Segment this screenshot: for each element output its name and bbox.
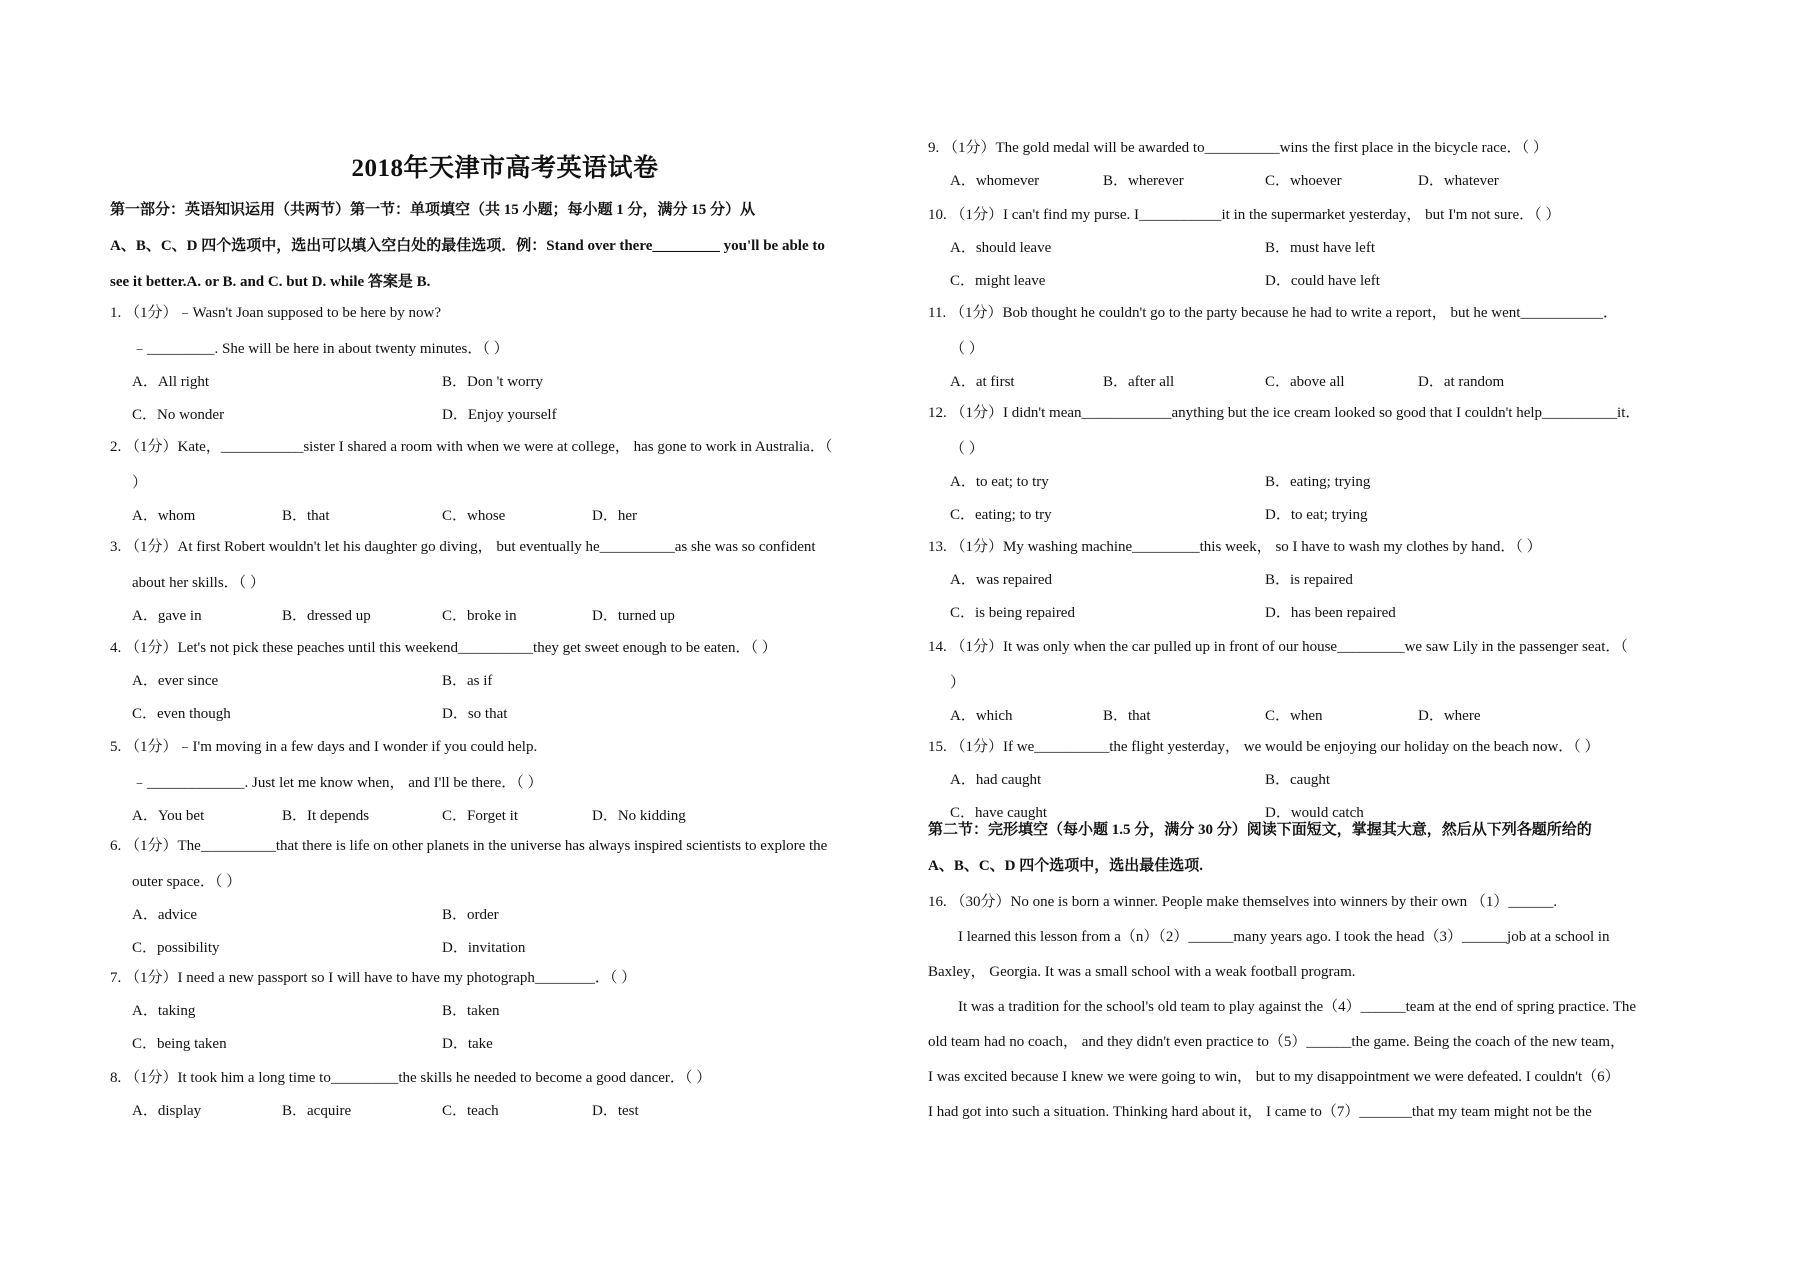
option-b: B．order [442, 907, 499, 923]
option-b: B．caught [1265, 772, 1330, 788]
options-row [110, 606, 900, 639]
question-text: about her skills．（ ） [132, 575, 265, 591]
question-text: 8. （1分）It took him a long time to_________the skills he needed to become a good dancer．（ ） [110, 1070, 712, 1086]
question-text: 7. （1分）I need a new passport so I will have to have my photograph________．（ ） [110, 970, 637, 986]
option-b: B．after all [1103, 374, 1175, 390]
question-10 [928, 205, 1720, 304]
question-text: 5. （1分）﹣I'm moving in a few days and I wonder if you could help. [110, 739, 538, 755]
option-d: D．test [592, 1103, 639, 1119]
option-d: D．has been repaired [1265, 605, 1396, 621]
cloze-passage [928, 892, 1720, 1137]
option-b: B．is repaired [1265, 572, 1353, 588]
options-row [110, 1034, 900, 1067]
question-text: ﹣_____________. Just let me know when， and I'll be there．（ ） [132, 775, 543, 791]
question-text: （ ） [950, 441, 984, 457]
question-text: 6. （1分）The__________that there is life on other planets in the universe has always inspired scientists to explore the [110, 838, 828, 854]
option-a: A．had caught [950, 772, 1042, 788]
option-a: A．display [132, 1103, 202, 1119]
question-text: 4. （1分）Let's not pick these peaches until this weekend__________they get sweet enough to be eaten．（ ） [110, 640, 777, 656]
question-text: ﹣_________. She will be here in about twenty minutes．（ ） [132, 341, 509, 357]
options-row [110, 905, 900, 938]
option-b: B．wherever [1103, 173, 1184, 189]
option-a: A．which [950, 708, 1013, 724]
question-2 [110, 437, 900, 539]
intro-line: see it better.A. or B. and C. but D. while 答案是 B. [110, 274, 431, 290]
option-a: A．whomever [950, 173, 1040, 189]
option-c: C．even though [132, 706, 231, 722]
options-row [110, 671, 900, 704]
options-row [110, 806, 900, 839]
option-c: C．above all [1265, 374, 1345, 390]
option-c: C．whose [442, 508, 506, 524]
question-8 [110, 1068, 900, 1134]
options-row [928, 505, 1720, 538]
question-text: 15. （1分）If we__________the flight yesterday， we would be enjoying our holiday on the beach now．（ ） [928, 739, 1600, 755]
option-a: A．to eat; to try [950, 474, 1049, 490]
intro-line: 第一部分：英语知识运用（共两节）第一节：单项填空（共 15 小题；每小题 1 分，满分 15 分）从 [110, 202, 756, 218]
option-d: D．at random [1418, 374, 1505, 390]
option-c: C．eating; to try [950, 507, 1052, 523]
option-c: C．teach [442, 1103, 499, 1119]
question-7 [110, 968, 900, 1067]
exam-title: 2018年天津市高考英语试卷 [351, 155, 659, 182]
option-d: D．invitation [442, 940, 526, 956]
options-row [110, 938, 900, 971]
section2-instructions [928, 820, 1720, 892]
question-text: ） [950, 675, 966, 691]
option-c: C．is being repaired [950, 605, 1075, 621]
passage-line: I learned this lesson from a（n）（2）______many years ago. I took the head（3）______job at a school in [958, 929, 1610, 945]
question-text: （ ） [950, 341, 984, 357]
option-b: B．acquire [282, 1103, 352, 1119]
option-d: D．No kidding [592, 808, 686, 824]
options-row [928, 770, 1720, 803]
option-c: C．have caught [950, 805, 1048, 821]
question-13 [928, 537, 1720, 636]
question-text: 12. （1分）I didn't mean____________anything but the ice cream looked so good that I couldn't help__________it． [928, 405, 1641, 421]
question-11 [928, 303, 1720, 405]
options-row [928, 570, 1720, 603]
option-c: C．broke in [442, 608, 517, 624]
question-text: 13. （1分）My washing machine_________this week， so I have to wash my clothes by hand．（ ） [928, 539, 1542, 555]
option-a: A．whom [132, 508, 196, 524]
question-text: 10. （1分）I can't find my purse. I___________it in the supermarket yesterday， but I'm not sure．（ ） [928, 207, 1561, 223]
question-text: 9. （1分）The gold medal will be awarded to__________wins the first place in the bicycle race．（ ） [928, 140, 1548, 156]
option-d: D．could have left [1265, 273, 1380, 289]
option-a: A．All right [132, 374, 210, 390]
option-b: B．that [1103, 708, 1151, 724]
options-row [928, 372, 1720, 405]
option-b: B．It depends [282, 808, 370, 824]
option-c: C．when [1265, 708, 1323, 724]
option-c: C．No wonder [132, 407, 225, 423]
options-row [928, 271, 1720, 304]
question-4 [110, 638, 900, 737]
question-3 [110, 537, 900, 639]
option-a: A．at first [950, 374, 1015, 390]
passage-line: old team had no coach， and they didn't even practice to（5）______the game. Being the coach of the new team， [928, 1034, 1626, 1050]
question-text: 3. （1分）At first Robert wouldn't let his daughter go diving， but eventually he__________as she was so confident [110, 539, 816, 555]
option-a: A．advice [132, 907, 197, 923]
option-c: C．possibility [132, 940, 220, 956]
options-row [110, 372, 900, 405]
question-text: outer space．（ ） [132, 874, 242, 890]
options-row [928, 238, 1720, 271]
options-row [110, 704, 900, 737]
section2-line: A、B、C、D 四个选项中，选出最佳选项. [928, 858, 1204, 874]
option-d: D．her [592, 508, 637, 524]
question-text: 11. （1分）Bob thought he couldn't go to the party because he had to write a report， but he went___________． [928, 305, 1618, 321]
options-row [928, 603, 1720, 636]
option-a: A．You bet [132, 808, 205, 824]
question-5 [110, 737, 900, 839]
option-b: B．that [282, 508, 330, 524]
options-row [928, 706, 1720, 739]
question-6 [110, 836, 900, 971]
question-text: 2. （1分）Kate，___________sister I shared a room with when we were at college， has gone to work in Australia．（ [110, 439, 833, 455]
options-row [110, 1001, 900, 1034]
option-a: A．taking [132, 1003, 196, 1019]
option-a: A．should leave [950, 240, 1052, 256]
question-text: 14. （1分）It was only when the car pulled up in front of our house_________we saw Lily in the passenger seat．（ [928, 639, 1628, 655]
option-b: B．eating; trying [1265, 474, 1371, 490]
options-row [928, 472, 1720, 505]
option-d: D．to eat; trying [1265, 507, 1368, 523]
options-row [928, 171, 1720, 204]
option-d: D．where [1418, 708, 1481, 724]
question-text: ） [132, 475, 148, 491]
question-12 [928, 403, 1720, 538]
section2-line: 第二节：完形填空（每小题 1.5 分，满分 30 分）阅读下面短文，掌握其大意，然后从下列各题所给的 [928, 822, 1592, 838]
option-a: A．was repaired [950, 572, 1053, 588]
option-c: C．whoever [1265, 173, 1342, 189]
option-c: C．Forget it [442, 808, 518, 824]
options-row [110, 1101, 900, 1134]
option-b: B．taken [442, 1003, 500, 1019]
question-9 [928, 138, 1720, 204]
section1-instructions [110, 200, 900, 308]
option-b: B．must have left [1265, 240, 1375, 256]
option-a: A．gave in [132, 608, 202, 624]
question-text: 1. （1分）﹣Wasn't Joan supposed to be here by now? [110, 305, 442, 321]
passage-line: It was a tradition for the school's old team to play against the（4）______team at the end of spring practice. The [958, 999, 1637, 1015]
option-d: D．so that [442, 706, 508, 722]
options-row [110, 405, 900, 438]
question-14 [928, 637, 1720, 739]
intro-line: A、B、C、D 四个选项中，选出可以填入空白处的最佳选项．例：Stand over there_________ you'll be able to [110, 238, 825, 254]
question-1 [110, 303, 900, 438]
passage-line: I had got into such a situation. Thinking hard about it， I came to（7）_______that my team might not be the [928, 1104, 1592, 1120]
option-d: D．turned up [592, 608, 675, 624]
option-a: A．ever since [132, 673, 219, 689]
passage-line: I was excited because I knew we were going to win， but to my disappointment we were defeated. I couldn't（6） [928, 1069, 1620, 1085]
option-d: D．would catch [1265, 805, 1364, 821]
option-c: C．might leave [950, 273, 1046, 289]
option-c: C．being taken [132, 1036, 227, 1052]
option-d: D．take [442, 1036, 493, 1052]
options-row [110, 506, 900, 539]
option-d: D．whatever [1418, 173, 1499, 189]
option-b: B．as if [442, 673, 493, 689]
option-b: B．Don 't worry [442, 374, 544, 390]
option-d: D．Enjoy yourself [442, 407, 557, 423]
option-b: B．dressed up [282, 608, 371, 624]
passage-line: 16. （30分）No one is born a winner. People make themselves into winners by their own （1）______. [928, 894, 1558, 910]
passage-line: Baxley， Georgia. It was a small school with a weak football program. [928, 964, 1356, 980]
